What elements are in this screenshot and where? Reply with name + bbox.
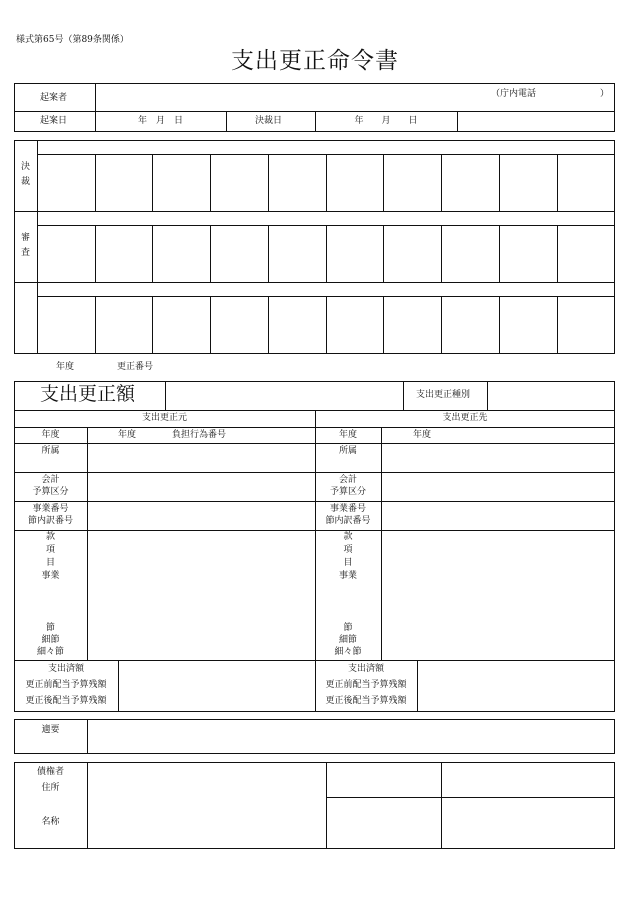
source-obligation-number-label: 負担行為番号: [172, 430, 227, 440]
source-budget-class-label: 予算区分: [32, 487, 69, 497]
dest-saisetsu-label: 細節: [338, 635, 357, 645]
source-account-label: 会計: [41, 475, 60, 485]
form-number: 様式第65号（第89条関係）: [16, 35, 129, 45]
dest-setsu-label: 節: [343, 623, 353, 633]
source-saisetsu-label: 細節: [41, 635, 60, 645]
dest-moku-label: 目: [343, 558, 353, 568]
kessai-label-2: 裁: [21, 177, 31, 187]
decision-date-field[interactable]: 年 月 日: [354, 116, 418, 126]
source-department-label: 所属: [41, 446, 60, 456]
source-after-remaining-label: 更正後配当予算残額: [25, 696, 107, 706]
proposal-date-field[interactable]: 年 月 日: [137, 116, 183, 126]
source-paid-label: 支出済額: [47, 664, 84, 674]
dest-department-label: 所属: [338, 446, 357, 456]
dest-detail-number-label: 節内訳番号: [325, 516, 371, 526]
dest-after-remaining-label: 更正後配当予算残額: [325, 696, 407, 706]
page-title: 支出更正命令書: [231, 48, 399, 74]
source-year-label: 年度: [41, 430, 60, 440]
dest-saisaisetsu-label: 細々節: [334, 647, 362, 657]
fiscal-year-label: 年度: [56, 362, 75, 372]
source-kan-label: 款: [45, 532, 55, 542]
shinsa-label-1: 審: [21, 233, 31, 243]
creditor-name-label: 名称: [41, 817, 60, 827]
kessai-label-1: 決: [21, 162, 31, 172]
summary-section: [14, 719, 615, 754]
dest-year-label: 年度: [338, 430, 357, 440]
dest-budget-class-label: 予算区分: [329, 487, 366, 497]
proposal-date-label: 起案日: [40, 116, 68, 126]
creditor-address-label: 住所: [41, 783, 60, 793]
source-detail-number-label: 節内訳番号: [27, 516, 73, 526]
correction-source-label: 支出更正元: [141, 413, 187, 423]
phone-open-label: （庁内電話: [491, 89, 537, 99]
source-project-number-label: 事業番号: [32, 504, 69, 514]
summary-label: 適要: [41, 725, 60, 735]
source-moku-label: 目: [45, 558, 55, 568]
dest-kou-label: 項: [343, 545, 353, 555]
dest-account-label: 会計: [338, 475, 357, 485]
dest-jigyo-label: 事業: [338, 571, 357, 581]
correction-number-label: 更正番号: [117, 362, 154, 372]
source-year-field-label: 年度: [118, 430, 137, 440]
source-before-remaining-label: 更正前配当予算残額: [25, 680, 107, 690]
shinsa-label-2: 査: [21, 248, 31, 258]
correction-destination-label: 支出更正先: [442, 413, 488, 423]
source-jigyo-label: 事業: [41, 571, 60, 581]
dest-year-field-label: 年度: [413, 430, 432, 440]
dest-project-number-label: 事業番号: [329, 504, 366, 514]
dest-paid-label: 支出済額: [347, 664, 384, 674]
dest-kan-label: 款: [343, 532, 353, 542]
correction-amount-title: 支出更正額: [40, 383, 136, 405]
phone-close-label: ）: [600, 89, 610, 99]
approval-grid: [14, 140, 615, 354]
source-setsu-label: 節: [45, 623, 55, 633]
dest-before-remaining-label: 更正前配当予算残額: [325, 680, 407, 690]
source-kou-label: 項: [45, 545, 55, 555]
correction-type-label: 支出更正種別: [416, 390, 471, 400]
creditor-label: 債権者: [36, 767, 64, 777]
proposer-label: 起案者: [40, 93, 68, 103]
decision-date-label: 決裁日: [255, 116, 283, 126]
creditor-section: [14, 762, 615, 849]
source-saisaisetsu-label: 細々節: [36, 647, 64, 657]
